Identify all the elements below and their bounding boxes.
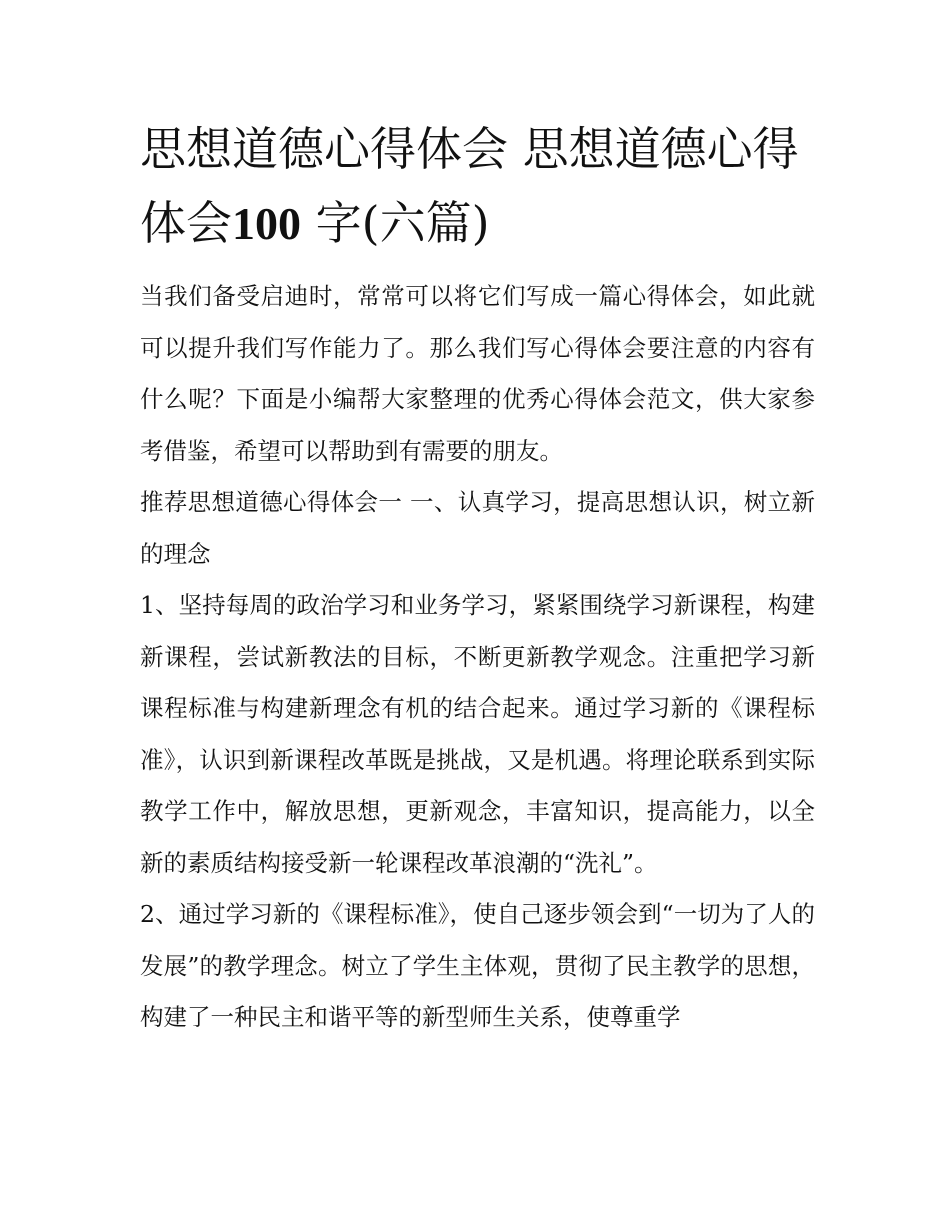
point-1-paragraph: 1、坚持每周的政治学习和业务学习，紧紧围绕学习新课程，构建新课程，尝试新教法的目标，不断更新教学观念。注重把学习新课程标准与构建新理念有机的结合起来。通过学习新的《课程标准》，认识到新课程改革既是挑战，又是机遇。将理论联系到实际教学工作中，解放思想，更新观念，丰富知识，提高能力，以全新的素质结构接受新一轮课程改革浪潮的“洗礼”。: [140, 591, 815, 877]
intro-paragraph: 当我们备受启迪时，常常可以将它们写成一篇心得体会，如此就可以提升我们写作能力了。那么我们写心得体会要注意的内容有什么呢？下面是小编帮大家整理的优秀心得体会范文，供大家参考借鉴，希望可以帮助到有需要的朋友。: [140, 282, 815, 465]
title-text-part2: 字(六篇): [315, 196, 490, 250]
point-2-paragraph: 2、通过学习新的《课程标准》，使自己逐步领会到“一切为了人的发展”的教学理念。树立了学生主体观，贯彻了民主教学的思想，构建了一种民主和谐平等的新型师生关系，使尊重学: [140, 900, 815, 1031]
document-title: [140, 112, 815, 261]
title-number: 100: [232, 198, 301, 249]
title-text-part1: 思想道德心得体会 思想道德心得体会: [140, 122, 799, 250]
document-body: [140, 112, 815, 1044]
section-heading-paragraph: 推荐思想道德心得体会一 一、认真学习，提高思想认识，树立新的理念: [140, 488, 815, 568]
